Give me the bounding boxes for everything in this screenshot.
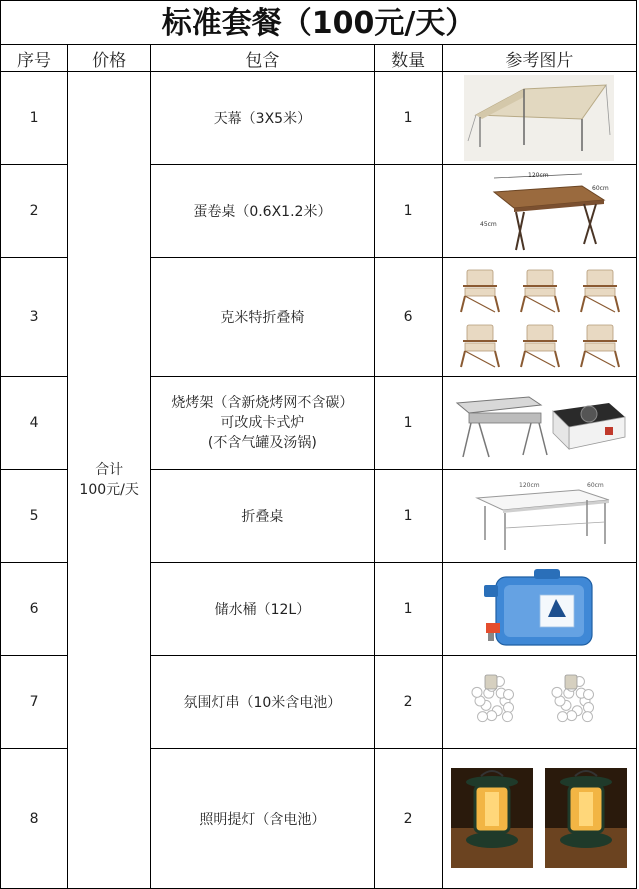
- row-image: [442, 470, 636, 563]
- chair-icon: [521, 270, 559, 312]
- header-no: 序号: [1, 45, 68, 72]
- chair-icon: [461, 325, 499, 367]
- row-includes-line: 可改成卡式炉: [220, 415, 305, 431]
- row-includes: 蛋卷桌（0.6X1.2米）: [151, 165, 374, 258]
- row-no: 8: [1, 749, 68, 889]
- package-table: [0, 44, 637, 889]
- price-label: 合计: [95, 462, 124, 478]
- dim-height: 45cm: [480, 221, 498, 228]
- kermit-chairs-image: [449, 262, 629, 372]
- row-qty: 1: [374, 165, 442, 258]
- header-image: 参考图片: [442, 45, 636, 72]
- row-no: 2: [1, 165, 68, 258]
- chair-icon: [581, 270, 619, 312]
- string-lights-image: [459, 667, 619, 737]
- dim-depth: 60cm: [587, 482, 605, 489]
- row-qty: 1: [374, 470, 442, 563]
- water-bucket-image: [474, 567, 604, 651]
- lantern-icon: [545, 768, 627, 868]
- row-no: 5: [1, 470, 68, 563]
- price-cell: [68, 72, 151, 889]
- dim-depth: 60cm: [592, 185, 610, 192]
- row-image: [442, 563, 636, 656]
- row-includes-line: 烧烤架（含新烧烤网不含碳）: [171, 395, 354, 411]
- row-includes: [151, 377, 374, 470]
- folding-table-image: [459, 478, 619, 554]
- row-no: 4: [1, 377, 68, 470]
- price-value: 100元/天: [79, 482, 139, 498]
- chair-icon: [461, 270, 499, 312]
- row-qty: 1: [374, 72, 442, 165]
- dim-width: 120cm: [519, 482, 540, 489]
- row-includes: 折叠桌: [151, 470, 374, 563]
- row-image: [442, 72, 636, 165]
- row-includes: 天幕（3X5米）: [151, 72, 374, 165]
- row-qty: 2: [374, 749, 442, 889]
- row-includes: 照明提灯（含电池）: [151, 749, 374, 889]
- chair-icon: [521, 325, 559, 367]
- header-includes: 包含: [151, 45, 374, 72]
- light-cluster-icon: [552, 675, 594, 722]
- header-price: 价格: [68, 45, 151, 72]
- table-row: [1, 72, 637, 165]
- lanterns-image: [449, 764, 629, 874]
- canopy-tarp-image: [464, 75, 614, 161]
- row-qty: 6: [374, 258, 442, 377]
- header-row: [1, 45, 637, 72]
- lantern-icon: [451, 768, 533, 868]
- row-image: [442, 165, 636, 258]
- bbq-grill-and-stove-image: [449, 383, 629, 463]
- header-qty: 数量: [374, 45, 442, 72]
- row-includes: 克米特折叠椅: [151, 258, 374, 377]
- row-includes-line: (不含气罐及汤锅): [207, 435, 317, 451]
- row-image: [442, 656, 636, 749]
- row-image: [442, 377, 636, 470]
- row-no: 1: [1, 72, 68, 165]
- row-image: [442, 258, 636, 377]
- row-qty: 1: [374, 563, 442, 656]
- chair-icon: [581, 325, 619, 367]
- row-includes: 储水桶（12L）: [151, 563, 374, 656]
- row-no: 3: [1, 258, 68, 377]
- light-cluster-icon: [472, 675, 514, 722]
- row-qty: 1: [374, 377, 442, 470]
- row-no: 6: [1, 563, 68, 656]
- row-image: [442, 749, 636, 889]
- row-includes: 氛围灯串（10米含电池）: [151, 656, 374, 749]
- dim-width: 120cm: [528, 172, 549, 179]
- page-title: 标准套餐（100元/天）: [0, 0, 637, 45]
- row-no: 7: [1, 656, 68, 749]
- egg-roll-table-image: [464, 168, 614, 254]
- row-qty: 2: [374, 656, 442, 749]
